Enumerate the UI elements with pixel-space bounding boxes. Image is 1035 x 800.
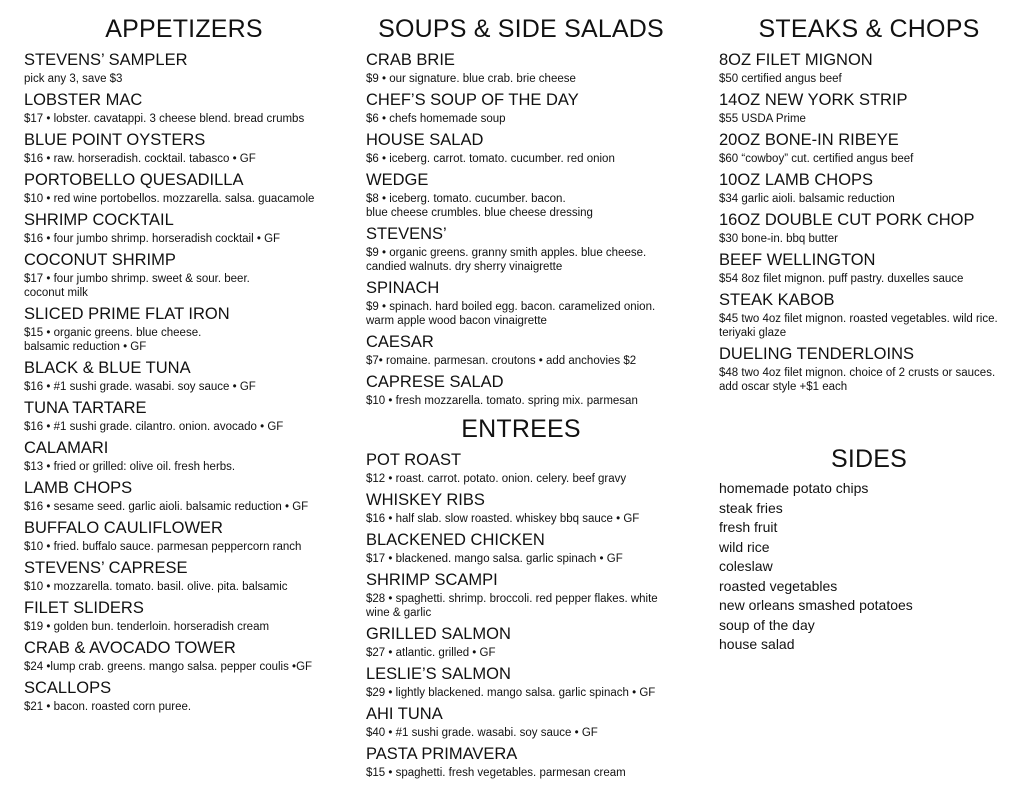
menu-item	[366, 703, 676, 740]
menu-item	[366, 89, 676, 126]
menu-item	[24, 209, 344, 246]
menu-item-description: $30 bone-in. bbq butter	[719, 233, 838, 245]
menu-item	[366, 623, 676, 660]
menu-item-description: $10 • fresh mozzarella. tomato. spring mix. parmesan	[366, 395, 638, 407]
menu-item-name: LAMB CHOPS	[24, 479, 133, 497]
menu-item-name: 10OZ LAMB CHOPS	[719, 171, 874, 189]
menu-item	[24, 303, 344, 354]
side-item: roasted vegetables	[719, 577, 838, 594]
menu-item	[719, 89, 1019, 126]
menu-item-description: $55 USDA Prime	[719, 113, 806, 125]
menu-item-description: $27 • atlantic. grilled • GF	[366, 647, 496, 659]
menu-item	[24, 397, 344, 434]
menu-item-name: BUFFALO CAULIFLOWER	[24, 519, 223, 537]
entrees-title: ENTREES	[461, 415, 581, 443]
menu-item-name: LOBSTER MAC	[24, 91, 143, 109]
menu-item	[24, 249, 344, 300]
menu-item-description: $10 • red wine portobellos. mozzarella. salsa. guacamole	[24, 193, 315, 205]
menu-item-name: POT ROAST	[366, 451, 462, 469]
menu-item	[719, 209, 1019, 246]
menu-item-description: $16 • four jumbo shrimp. horseradish cocktail • GF	[24, 233, 281, 245]
menu-item	[366, 489, 676, 526]
menu-item-description: $16 • raw. horseradish. cocktail. tabasco • GF	[24, 153, 256, 165]
menu-item-name: GRILLED SALMON	[366, 625, 511, 643]
menu-item-description: $21 • bacon. roasted corn puree.	[24, 701, 192, 713]
menu-item-name: CRAB & AVOCADO TOWER	[24, 639, 236, 657]
menu-item-description: $9 • spinach. hard boiled egg. bacon. caramelized onion. warm apple wood bacon vinaigrette	[366, 301, 656, 327]
menu-item	[719, 289, 1019, 340]
menu-item-description: $13 • fried or grilled: olive oil. fresh herbs.	[24, 461, 236, 473]
menu-item-description: $17 • four jumbo shrimp. sweet & sour. beer. coconut milk	[24, 273, 250, 299]
menu-item-name: 8OZ FILET MIGNON	[719, 51, 873, 69]
menu-item-description: $54 8oz filet mignon. puff pastry. duxelles sauce	[719, 273, 964, 285]
side-item: steak fries	[719, 499, 783, 516]
menu-item-description: $17 • blackened. mango salsa. garlic spinach • GF	[366, 553, 623, 565]
menu-item	[366, 529, 676, 566]
menu-item-description: $8 • iceberg. tomato. cucumber. bacon. blue cheese crumbles. blue cheese dressing	[366, 193, 593, 219]
menu-item-description: $16 • sesame seed. garlic aioli. balsamic reduction • GF	[24, 501, 309, 513]
menu-item-description: $17 • lobster. cavatappi. 3 cheese blend. bread crumbs	[24, 113, 305, 125]
menu-item-name: CHEF’S SOUP OF THE DAY	[366, 91, 579, 109]
menu-item-name: AHI TUNA	[366, 705, 443, 723]
appetizers-title: APPETIZERS	[105, 15, 263, 43]
soups-list	[366, 49, 676, 408]
menu-item	[719, 49, 1019, 86]
menu-item-description: $16 • #1 sushi grade. cilantro. onion. avocado • GF	[24, 421, 284, 433]
menu-item	[366, 449, 676, 486]
menu-item	[366, 569, 676, 620]
menu-item	[366, 663, 676, 700]
menu-item	[719, 129, 1019, 166]
menu-item-name: STEVENS’ CAPRESE	[24, 559, 188, 577]
side-item: soup of the day	[719, 616, 815, 633]
menu-item	[366, 129, 676, 166]
menu-item	[24, 129, 344, 166]
menu-item-name: 14OZ NEW YORK STRIP	[719, 91, 908, 109]
sides-list	[719, 479, 1019, 655]
side-item: house salad	[719, 636, 795, 652]
side-item: wild rice	[719, 538, 770, 555]
steaks-list	[719, 49, 1019, 394]
steaks-title: STEAKS & CHOPS	[758, 15, 980, 43]
menu-item-name: DUELING TENDERLOINS	[719, 345, 914, 363]
menu-item	[24, 637, 344, 674]
menu-item	[24, 89, 344, 126]
menu-item-name: BLACK & BLUE TUNA	[24, 359, 191, 377]
menu-item-name: COCONUT SHRIMP	[24, 251, 176, 269]
menu-item-name: CAPRESE SALAD	[366, 373, 504, 391]
menu-item-description: $40 • #1 sushi grade. wasabi. soy sauce • GF	[366, 727, 598, 739]
menu-item-name: HOUSE SALAD	[366, 131, 484, 149]
menu-item	[366, 277, 676, 328]
menu-item-name: SLICED PRIME FLAT IRON	[24, 305, 230, 323]
entrees-list	[366, 449, 676, 780]
sides-title: SIDES	[830, 445, 908, 473]
soups-entrees-column	[366, 14, 676, 783]
menu-item-description: $6 • chefs homemade soup	[366, 113, 506, 125]
menu-item	[24, 517, 344, 554]
steaks-sides-column	[719, 14, 1019, 655]
menu-item-description: $15 • organic greens. blue cheese. balsamic reduction • GF	[24, 327, 202, 353]
menu-item	[719, 249, 1019, 286]
menu-item-description: $60 “cowboy” cut. certified angus beef	[719, 153, 914, 165]
menu-item-description: $16 • half slab. slow roasted. whiskey bbq sauce • GF	[366, 513, 640, 525]
menu-item-name: 20OZ BONE-IN RIBEYE	[719, 131, 899, 149]
menu-item-name: SHRIMP COCKTAIL	[24, 211, 174, 229]
menu-item-name: CAESAR	[366, 333, 434, 351]
menu-item-description: $28 • spaghetti. shrimp. broccoli. red pepper flakes. white wine & garlic	[366, 593, 658, 619]
menu-item-description: $6 • iceberg. carrot. tomato. cucumber. red onion	[366, 153, 615, 165]
menu-item-name: 16OZ DOUBLE CUT PORK CHOP	[719, 211, 975, 229]
menu-item	[719, 169, 1019, 206]
menu-item-description: $9 • organic greens. granny smith apples. blue cheese. candied walnuts. dry sherry vinaigrette	[366, 247, 647, 273]
menu-item	[366, 371, 676, 408]
menu-item-name: PASTA PRIMAVERA	[366, 745, 518, 763]
menu-item-description: $34 garlic aioli. balsamic reduction	[719, 193, 895, 205]
menu-item-description: $16 • #1 sushi grade. wasabi. soy sauce • GF	[24, 381, 256, 393]
soups-title: SOUPS & SIDE SALADS	[378, 15, 664, 43]
menu-item-name: STEVENS’ SAMPLER	[24, 51, 188, 69]
side-item: homemade potato chips	[719, 480, 869, 496]
menu-item-name: BLUE POINT OYSTERS	[24, 131, 206, 149]
menu-item	[366, 223, 676, 274]
menu-item-description: $10 • mozzarella. tomato. basil. olive. pita. balsamic	[24, 581, 288, 593]
menu-item-name: SPINACH	[366, 279, 440, 297]
menu-item-name: FILET SLIDERS	[24, 599, 144, 617]
menu-item-description: $7• romaine. parmesan. croutons • add anchovies $2	[366, 355, 637, 367]
menu-item-description: pick any 3, save $3	[24, 73, 123, 85]
menu-item-description: $48 two 4oz filet mignon. choice of 2 crusts or sauces. add oscar style +$1 each	[719, 367, 996, 393]
menu-item	[24, 437, 344, 474]
menu-item-description: $19 • golden bun. tenderloin. horseradish cream	[24, 621, 270, 633]
menu-item	[366, 743, 676, 780]
menu-item-name: BEEF WELLINGTON	[719, 251, 876, 269]
menu-item-name: CALAMARI	[24, 439, 109, 457]
menu-item-name: CRAB BRIE	[366, 51, 455, 69]
menu-item-description: $9 • our signature. blue crab. brie cheese	[366, 73, 576, 85]
menu-item-name: STEAK KABOB	[719, 291, 835, 309]
menu-item	[24, 169, 344, 206]
menu-item-description: $12 • roast. carrot. potato. onion. celery. beef gravy	[366, 473, 627, 485]
menu-item-name: PORTOBELLO QUESADILLA	[24, 171, 244, 189]
menu-item-name: BLACKENED CHICKEN	[366, 531, 545, 549]
menu-item-name: TUNA TARTARE	[24, 399, 147, 417]
appetizers-column	[24, 14, 344, 717]
menu-item-description: $15 • spaghetti. fresh vegetables. parmesan cream	[366, 767, 626, 779]
menu-item-description: $50 certified angus beef	[719, 73, 842, 85]
menu-item-description: $29 • lightly blackened. mango salsa. garlic spinach • GF	[366, 687, 656, 699]
menu-item-description: $10 • fried. buffalo sauce. parmesan peppercorn ranch	[24, 541, 302, 553]
menu-item-name: SCALLOPS	[24, 679, 112, 697]
side-item: new orleans smashed potatoes	[719, 597, 913, 613]
menu-item	[719, 343, 1019, 394]
side-item: fresh fruit	[719, 519, 778, 535]
menu-item-name: WEDGE	[366, 171, 429, 189]
menu-item-name: LESLIE’S SALMON	[366, 665, 511, 683]
menu-item	[366, 49, 676, 86]
menu-item-description: $45 two 4oz filet mignon. roasted vegetables. wild rice. teriyaki glaze	[719, 313, 998, 339]
menu-item	[24, 477, 344, 514]
menu-item	[24, 357, 344, 394]
menu-item-name: STEVENS’	[366, 225, 447, 243]
menu-item	[24, 597, 344, 634]
menu-item	[24, 557, 344, 594]
menu-item	[24, 49, 344, 86]
menu-item-name: SHRIMP SCAMPI	[366, 571, 498, 589]
menu-item-description: $24 •lump crab. greens. mango salsa. pepper coulis •GF	[24, 661, 313, 673]
side-item: coleslaw	[719, 558, 773, 574]
menu-item-name: WHISKEY RIBS	[366, 491, 485, 509]
menu-item	[366, 331, 676, 368]
menu-item	[366, 169, 676, 220]
menu-item	[24, 677, 344, 714]
appetizers-list	[24, 49, 344, 714]
